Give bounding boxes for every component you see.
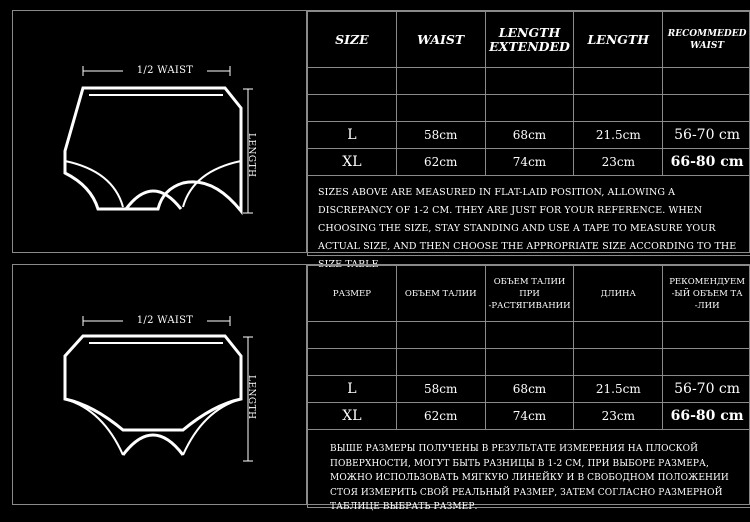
cell-extended: 68cm bbox=[485, 376, 574, 403]
cell-length: 23cm bbox=[574, 149, 663, 176]
half-waist-label: 1/2 WAIST bbox=[123, 315, 207, 326]
cell-extended: 68cm bbox=[485, 122, 574, 149]
table-row-xl bbox=[308, 149, 750, 176]
size-table-english bbox=[306, 11, 750, 270]
briefs-icon bbox=[13, 265, 306, 506]
garment-illustration bbox=[13, 11, 306, 252]
size-chart-english bbox=[12, 10, 750, 270]
table-row-empty bbox=[308, 349, 750, 376]
cell-recommended: 66-80 cm bbox=[663, 149, 750, 176]
cell-length: 21.5cm bbox=[574, 376, 663, 403]
size-chart-russian bbox=[12, 264, 750, 512]
half-waist-label: 1/2 WAIST bbox=[123, 65, 207, 76]
header-recommended-waist: РЕКОМЕНДУЕМ -ЫЙ ОБЪЕМ ТА -ЛИИ bbox=[663, 266, 750, 322]
cell-length: 23cm bbox=[574, 403, 663, 430]
cell-waist: 58cm bbox=[396, 376, 485, 403]
header-length: ДЛИНА bbox=[574, 266, 663, 322]
table-row-l bbox=[308, 376, 750, 403]
length-label: LENGTH bbox=[246, 375, 256, 420]
header-size: РАЗМЕР bbox=[308, 266, 397, 322]
cell-recommended: 56-70 cm bbox=[663, 376, 750, 403]
table-row-empty bbox=[308, 95, 750, 122]
table-row-empty bbox=[308, 322, 750, 349]
cell-size: L bbox=[308, 122, 397, 149]
cell-waist: 62cm bbox=[396, 149, 485, 176]
table-row-xl bbox=[308, 403, 750, 430]
garment-illustration bbox=[13, 265, 306, 504]
header-recommended-waist: RECOMMEDED WAIST bbox=[663, 12, 750, 68]
header-waist: WAIST bbox=[396, 12, 485, 68]
header-length-extended: ОБЪЕМ ТАЛИИ ПРИ -РАСТЯГИВАНИИ bbox=[485, 266, 574, 322]
cell-length: 21.5cm bbox=[574, 122, 663, 149]
briefs-icon bbox=[13, 11, 306, 254]
cell-waist: 58cm bbox=[396, 122, 485, 149]
cell-recommended: 56-70 cm bbox=[663, 122, 750, 149]
header-size: SIZE bbox=[308, 12, 397, 68]
measurement-note: SIZES ABOVE ARE MEASURED IN FLAT-LAID POSITION, ALLOWING A DISCREPANCY OF 1-2 CM. THEY ARE JUST FOR YOUR REFERENCE. WHEN CHOOSING THE SIZE, STAY STANDING AND USE A TAPE TO MEASURE YOUR ACTUAL SIZE, AND THEN CHOOSE THE APPROPRIATE SIZE ACCORDING TO THE SIZE TABLE bbox=[307, 176, 750, 256]
measurement-note: ВЫШЕ РАЗМЕРЫ ПОЛУЧЕНЫ В РЕЗУЛЬТАТЕ ИЗМЕРЕНИЯ НА ПЛОСКОЙ ПОВЕРХНОСТИ, МОГУТ БЫТЬ РАЗНИЦЫ В 1-2 СМ, ПРИ ВЫБОРЕ РАЗМЕРА, МОЖНО ИСПОЛЬЗОВАТЬ МЯГКУЮ ЛИНЕЙКУ И В СВОБОДНОМ ПОЛОЖЕНИИ СТОЯ ИЗМЕРИТЬ СВОЙ РЕАЛЬНЫЙ РАЗМЕР, ЗАТЕМ СОГЛАСНО РАЗМЕРНОЙ ТАБЛИЦЕ ВЫБРАТЬ РАЗМЕР. bbox=[307, 430, 750, 508]
header-waist: ОБЪЕМ ТАЛИИ bbox=[396, 266, 485, 322]
cell-size: XL bbox=[308, 149, 397, 176]
header-length-extended: LENGTH EXTENDED bbox=[485, 12, 574, 68]
header-length: LENGTH bbox=[574, 12, 663, 68]
size-table-russian bbox=[306, 265, 750, 512]
cell-extended: 74cm bbox=[485, 403, 574, 430]
table-row-empty bbox=[308, 68, 750, 95]
cell-size: XL bbox=[308, 403, 397, 430]
length-label: LENGTH bbox=[246, 133, 256, 178]
cell-waist: 62cm bbox=[396, 403, 485, 430]
cell-size: L bbox=[308, 376, 397, 403]
cell-extended: 74cm bbox=[485, 149, 574, 176]
cell-recommended: 66-80 cm bbox=[663, 403, 750, 430]
table-row-l bbox=[308, 122, 750, 149]
